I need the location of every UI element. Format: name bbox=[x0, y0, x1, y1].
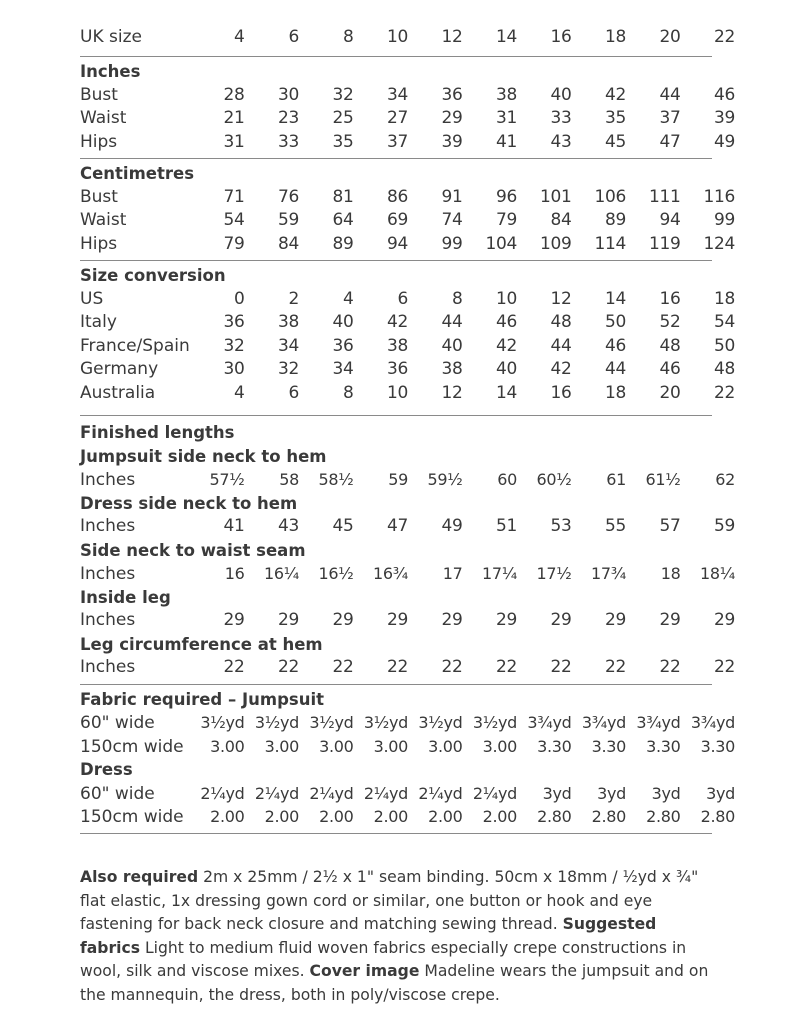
cell-value: 58½ bbox=[318, 470, 354, 489]
cell-value: 29 bbox=[277, 610, 299, 630]
section-title-inches: Inches bbox=[80, 62, 141, 81]
cell-value: 32 bbox=[332, 84, 354, 105]
cell-value: 91 bbox=[441, 186, 463, 207]
table-row bbox=[80, 468, 735, 492]
cell-value: 22 bbox=[659, 657, 681, 677]
cell-value: 46 bbox=[659, 359, 681, 379]
cell-value: 10 bbox=[386, 382, 408, 403]
cell-value: 12 bbox=[550, 288, 572, 309]
cell-value: 2¼yd bbox=[363, 783, 408, 803]
cell-value: 99 bbox=[441, 233, 463, 254]
cell-value: 84 bbox=[550, 210, 572, 230]
cell-value: 96 bbox=[495, 186, 517, 207]
cell-value: 59½ bbox=[427, 470, 463, 489]
cell-value: 3¾yd bbox=[690, 713, 735, 732]
cell-value: 94 bbox=[659, 210, 681, 230]
uk-size-value: 6 bbox=[288, 27, 299, 47]
row-label: Hips bbox=[80, 233, 118, 254]
size-chart bbox=[80, 22, 735, 837]
cell-value: 3.00 bbox=[482, 736, 517, 756]
table-row bbox=[80, 335, 735, 359]
cell-value: 18 bbox=[604, 382, 626, 403]
cell-value: 79 bbox=[223, 233, 245, 254]
cell-value: 3.30 bbox=[537, 736, 572, 756]
cell-value: 3.00 bbox=[428, 736, 463, 756]
suggested-fabrics-label: Suggested fabrics bbox=[80, 915, 657, 957]
row-label: Hips bbox=[80, 131, 118, 152]
table-row bbox=[80, 805, 735, 829]
cell-value: 2.00 bbox=[319, 807, 354, 826]
cell-value: 29 bbox=[441, 108, 463, 128]
cell-value: 16¼ bbox=[264, 564, 299, 583]
cell-value: 3yd bbox=[542, 783, 572, 803]
cell-value: 2¼yd bbox=[418, 783, 463, 803]
cell-value: 3yd bbox=[597, 783, 626, 803]
cell-value: 38 bbox=[495, 84, 517, 105]
uk-size-value: 12 bbox=[441, 27, 463, 47]
row-label: Australia bbox=[80, 382, 156, 403]
cell-value: 71 bbox=[223, 186, 245, 207]
notes-paragraph bbox=[80, 866, 720, 1007]
cell-value: 94 bbox=[386, 233, 408, 254]
cell-value: 46 bbox=[495, 312, 517, 332]
cell-value: 58 bbox=[279, 470, 299, 489]
table-row bbox=[80, 233, 735, 257]
uk-size-value: 4 bbox=[233, 27, 245, 47]
cell-value: 40 bbox=[550, 84, 572, 105]
cell-value: 119 bbox=[648, 233, 681, 254]
also-required-text: 2m x 25mm / 2½ x 1" seam binding. 50cm x 18mm / ½yd x ¾" flat elastic, 1x dressing gown cord or similar, one button or hook and eye fastening for back neck closure and matching sewing thread. bbox=[80, 868, 699, 933]
cell-value: 89 bbox=[604, 210, 626, 230]
section-title-size-conversion: Size conversion bbox=[80, 266, 226, 285]
cell-value: 37 bbox=[386, 131, 408, 152]
cell-value: 6 bbox=[288, 382, 299, 403]
cell-value: 8 bbox=[451, 288, 463, 309]
table-row bbox=[80, 656, 735, 680]
cell-value: 79 bbox=[495, 210, 517, 230]
table-row bbox=[80, 186, 735, 210]
cell-value: 37 bbox=[659, 108, 681, 128]
cell-value: 16 bbox=[224, 564, 245, 583]
cell-value: 43 bbox=[550, 131, 572, 152]
cell-value: 34 bbox=[386, 84, 408, 105]
row-label: Waist bbox=[80, 108, 127, 128]
row-label: US bbox=[80, 288, 104, 309]
table-row bbox=[80, 562, 735, 586]
cell-value: 4 bbox=[342, 288, 354, 309]
cell-value: 55 bbox=[604, 516, 626, 536]
cell-value: 32 bbox=[223, 335, 245, 356]
cell-value: 17¼ bbox=[482, 564, 517, 583]
cell-value: 45 bbox=[604, 131, 626, 152]
cell-value: 3.30 bbox=[591, 736, 626, 756]
cell-value: 36 bbox=[223, 312, 245, 332]
cell-value: 2 bbox=[288, 288, 299, 309]
cell-value: 18 bbox=[713, 288, 735, 309]
row-label: Inches bbox=[80, 657, 136, 677]
cell-value: 61½ bbox=[645, 470, 681, 489]
cell-value: 17½ bbox=[536, 564, 572, 583]
cell-value: 3½yd bbox=[472, 713, 517, 732]
cell-value: 39 bbox=[713, 108, 735, 128]
cell-value: 59 bbox=[388, 470, 408, 489]
cell-value: 29 bbox=[332, 610, 354, 630]
cell-value: 111 bbox=[648, 186, 681, 207]
suggested-fabrics-text: Light to medium fluid woven fabrics especially crepe constructions in wool, silk and viscose mixes. bbox=[80, 938, 687, 980]
table-row bbox=[80, 209, 735, 233]
cell-value: 36 bbox=[441, 84, 463, 105]
row-label: 60" wide bbox=[80, 783, 155, 804]
cell-value: 29 bbox=[386, 610, 408, 630]
also-required-label: Also required bbox=[80, 868, 199, 886]
cell-value: 14 bbox=[495, 382, 517, 403]
cell-value: 3.30 bbox=[700, 736, 735, 756]
cell-value: 22 bbox=[277, 657, 299, 677]
cell-value: 40 bbox=[441, 335, 463, 356]
cell-value: 33 bbox=[550, 108, 572, 128]
cell-value: 3½yd bbox=[309, 713, 354, 732]
cell-value: 114 bbox=[594, 233, 626, 254]
section-title-finished-lengths: Finished lengths bbox=[80, 423, 235, 442]
cell-value: 29 bbox=[495, 610, 517, 630]
table-row bbox=[80, 131, 735, 155]
cell-value: 36 bbox=[332, 335, 354, 356]
row-label: 150cm wide bbox=[80, 736, 184, 757]
cell-value: 89 bbox=[332, 233, 354, 254]
cell-value: 69 bbox=[386, 210, 408, 230]
cell-value: 30 bbox=[223, 359, 245, 379]
cell-value: 3¾yd bbox=[636, 713, 681, 732]
cell-value: 42 bbox=[495, 335, 517, 356]
row-label: Bust bbox=[80, 186, 118, 207]
cell-value: 49 bbox=[441, 516, 463, 536]
section-title-fabric-required: Fabric required – Jumpsuit bbox=[80, 689, 324, 709]
cell-value: 60½ bbox=[536, 470, 572, 489]
cell-value: 74 bbox=[441, 210, 463, 230]
uk-size-value: 16 bbox=[550, 27, 572, 47]
divider bbox=[80, 158, 712, 159]
cell-value: 46 bbox=[604, 335, 626, 356]
cell-value: 48 bbox=[713, 359, 735, 379]
cell-value: 38 bbox=[441, 359, 463, 379]
row-label: Inches bbox=[80, 470, 136, 490]
row-label: 150cm wide bbox=[80, 807, 184, 827]
cell-value: 22 bbox=[550, 657, 572, 677]
cell-value: 17 bbox=[442, 564, 463, 583]
cell-value: 43 bbox=[277, 516, 299, 536]
uk-size-value: 18 bbox=[604, 27, 626, 47]
cell-value: 33 bbox=[277, 131, 299, 152]
table-row bbox=[80, 735, 735, 759]
subsection-title: Dress side neck to hem bbox=[80, 493, 298, 513]
cell-value: 3.00 bbox=[264, 736, 299, 756]
cell-value: 14 bbox=[604, 288, 626, 309]
cell-value: 29 bbox=[441, 610, 463, 630]
cell-value: 18¼ bbox=[700, 564, 735, 583]
cell-value: 48 bbox=[550, 312, 572, 332]
subsection-title: Side neck to waist seam bbox=[80, 540, 306, 560]
cell-value: 54 bbox=[223, 210, 245, 230]
row-label: Inches bbox=[80, 610, 136, 630]
uk-size-label: UK size bbox=[80, 27, 142, 47]
divider bbox=[80, 260, 712, 261]
cell-value: 60 bbox=[497, 470, 517, 489]
subsection-title: Jumpsuit side neck to hem bbox=[80, 446, 327, 466]
cell-value: 86 bbox=[386, 186, 408, 207]
cell-value: 22 bbox=[223, 657, 245, 677]
cell-value: 4 bbox=[233, 382, 245, 403]
uk-size-value: 14 bbox=[495, 27, 517, 47]
cell-value: 3½yd bbox=[418, 713, 463, 732]
cell-value: 3.00 bbox=[319, 736, 354, 756]
cell-value: 32 bbox=[277, 359, 299, 379]
table-row bbox=[80, 515, 735, 539]
cell-value: 3½yd bbox=[200, 713, 245, 732]
cell-value: 18 bbox=[660, 564, 681, 583]
cell-value: 3yd bbox=[706, 783, 735, 803]
cell-value: 3¾yd bbox=[581, 713, 626, 732]
cell-value: 40 bbox=[332, 312, 354, 332]
table-row bbox=[80, 311, 735, 335]
cell-value: 52 bbox=[659, 312, 681, 332]
cell-value: 2.00 bbox=[210, 807, 245, 826]
subsection-title: Leg circumference at hem bbox=[80, 634, 323, 654]
row-label: Inches bbox=[80, 564, 136, 584]
cell-value: 3½yd bbox=[254, 713, 299, 732]
cell-value: 28 bbox=[223, 84, 245, 105]
cell-value: 2¼yd bbox=[200, 783, 245, 803]
cell-value: 3½yd bbox=[363, 713, 408, 732]
cell-value: 47 bbox=[386, 516, 408, 536]
row-label: Germany bbox=[80, 359, 159, 379]
subsection-title-dress: Dress bbox=[80, 760, 133, 779]
cell-value: 42 bbox=[604, 84, 626, 105]
cell-value: 3.30 bbox=[646, 736, 681, 756]
cell-value: 2.00 bbox=[482, 807, 517, 826]
cell-value: 3¾yd bbox=[527, 713, 572, 732]
cell-value: 39 bbox=[441, 131, 463, 152]
cell-value: 10 bbox=[495, 288, 517, 309]
table-row bbox=[80, 382, 735, 406]
uk-size-value: 20 bbox=[659, 27, 681, 47]
table-row bbox=[80, 288, 735, 312]
divider bbox=[80, 684, 712, 685]
cell-value: 42 bbox=[550, 359, 572, 379]
cell-value: 2¼yd bbox=[472, 783, 517, 803]
subsection-title: Inside leg bbox=[80, 587, 171, 607]
cell-value: 61 bbox=[606, 470, 626, 489]
cell-value: 84 bbox=[277, 233, 299, 254]
cell-value: 81 bbox=[332, 186, 354, 207]
cell-value: 22 bbox=[604, 657, 626, 677]
table-row bbox=[80, 782, 735, 806]
cell-value: 106 bbox=[594, 186, 626, 207]
cell-value: 2¼yd bbox=[309, 783, 354, 803]
cell-value: 57 bbox=[659, 516, 681, 536]
cell-value: 22 bbox=[332, 657, 354, 677]
cell-value: 124 bbox=[703, 233, 735, 254]
cell-value: 44 bbox=[441, 312, 463, 332]
cell-value: 31 bbox=[495, 108, 517, 128]
cell-value: 6 bbox=[397, 288, 408, 309]
cell-value: 3.00 bbox=[373, 736, 408, 756]
cell-value: 64 bbox=[332, 210, 354, 230]
cell-value: 22 bbox=[713, 382, 735, 403]
cell-value: 62 bbox=[715, 470, 735, 489]
cell-value: 29 bbox=[604, 610, 626, 630]
cell-value: 51 bbox=[495, 516, 517, 536]
cell-value: 22 bbox=[386, 657, 408, 677]
section-title-centimetres: Centimetres bbox=[80, 164, 195, 183]
cell-value: 2.00 bbox=[373, 807, 408, 826]
cell-value: 40 bbox=[495, 359, 517, 379]
cell-value: 50 bbox=[713, 335, 735, 356]
uk-size-header-row bbox=[80, 22, 735, 52]
cell-value: 38 bbox=[277, 312, 299, 332]
cell-value: 25 bbox=[332, 108, 354, 128]
cell-value: 57½ bbox=[209, 470, 245, 489]
cell-value: 116 bbox=[703, 186, 735, 207]
table-row bbox=[80, 358, 735, 382]
cell-value: 27 bbox=[386, 108, 408, 128]
cell-value: 2.00 bbox=[428, 807, 463, 826]
cell-value: 8 bbox=[342, 382, 354, 403]
cell-value: 22 bbox=[441, 657, 463, 677]
cell-value: 44 bbox=[604, 359, 626, 379]
cell-value: 16½ bbox=[318, 564, 354, 583]
uk-size-value: 10 bbox=[386, 27, 408, 47]
cell-value: 54 bbox=[713, 312, 735, 332]
row-label: Italy bbox=[80, 312, 117, 332]
table-row bbox=[80, 609, 735, 633]
cell-value: 44 bbox=[550, 335, 572, 356]
cell-value: 21 bbox=[223, 108, 245, 128]
cell-value: 31 bbox=[223, 131, 245, 152]
cell-value: 44 bbox=[659, 84, 681, 105]
row-label: Bust bbox=[80, 84, 118, 105]
cell-value: 99 bbox=[713, 210, 735, 230]
divider bbox=[80, 56, 712, 57]
cell-value: 2¼yd bbox=[254, 783, 299, 803]
table-row bbox=[80, 84, 735, 108]
cell-value: 45 bbox=[332, 516, 354, 536]
cell-value: 34 bbox=[277, 335, 299, 356]
cell-value: 23 bbox=[277, 108, 299, 128]
cell-value: 35 bbox=[604, 108, 626, 128]
cell-value: 50 bbox=[604, 312, 626, 332]
cell-value: 29 bbox=[659, 610, 681, 630]
cell-value: 12 bbox=[441, 382, 463, 403]
cell-value: 2.80 bbox=[646, 807, 681, 826]
cell-value: 29 bbox=[223, 610, 245, 630]
cell-value: 41 bbox=[223, 516, 245, 536]
cell-value: 30 bbox=[277, 84, 299, 105]
cell-value: 59 bbox=[277, 210, 299, 230]
cell-value: 59 bbox=[713, 516, 735, 536]
cell-value: 20 bbox=[659, 382, 681, 403]
cell-value: 29 bbox=[550, 610, 572, 630]
uk-size-value: 8 bbox=[342, 27, 354, 47]
table-row bbox=[80, 107, 735, 131]
cell-value: 35 bbox=[332, 131, 354, 152]
cell-value: 48 bbox=[659, 335, 681, 356]
divider bbox=[80, 415, 712, 416]
cell-value: 3yd bbox=[651, 783, 681, 803]
cell-value: 104 bbox=[485, 233, 517, 254]
cell-value: 109 bbox=[539, 233, 572, 254]
cover-image-text: Madeline wears the jumpsuit and on the mannequin, the dress, both in poly/viscose crepe. bbox=[80, 962, 709, 1004]
cover-image-label: Cover image bbox=[309, 962, 420, 980]
table-row bbox=[80, 711, 735, 735]
cell-value: 2.80 bbox=[591, 807, 626, 826]
cell-value: 2.80 bbox=[537, 807, 572, 826]
cell-value: 17¾ bbox=[591, 564, 626, 583]
cell-value: 53 bbox=[550, 516, 572, 536]
cell-value: 36 bbox=[386, 359, 408, 379]
cell-value: 38 bbox=[386, 335, 408, 356]
cell-value: 0 bbox=[233, 288, 245, 309]
cell-value: 22 bbox=[713, 657, 735, 677]
row-label: France/Spain bbox=[80, 335, 190, 356]
cell-value: 16 bbox=[659, 288, 681, 309]
cell-value: 47 bbox=[659, 131, 681, 152]
cell-value: 22 bbox=[495, 657, 517, 677]
cell-value: 16 bbox=[550, 382, 572, 403]
cell-value: 3.00 bbox=[210, 736, 245, 756]
row-label: Waist bbox=[80, 210, 127, 230]
row-label: Inches bbox=[80, 516, 136, 536]
cell-value: 16¾ bbox=[373, 564, 408, 583]
cell-value: 2.00 bbox=[264, 807, 299, 826]
cell-value: 2.80 bbox=[700, 807, 735, 826]
cell-value: 76 bbox=[277, 186, 299, 207]
cell-value: 49 bbox=[713, 131, 735, 152]
row-label: 60" wide bbox=[80, 713, 155, 733]
cell-value: 29 bbox=[713, 610, 735, 630]
cell-value: 34 bbox=[332, 359, 354, 379]
uk-size-value: 22 bbox=[713, 27, 735, 47]
divider bbox=[80, 833, 712, 834]
cell-value: 46 bbox=[713, 84, 735, 105]
cell-value: 101 bbox=[539, 186, 572, 207]
cell-value: 42 bbox=[386, 312, 408, 332]
cell-value: 41 bbox=[495, 131, 517, 152]
